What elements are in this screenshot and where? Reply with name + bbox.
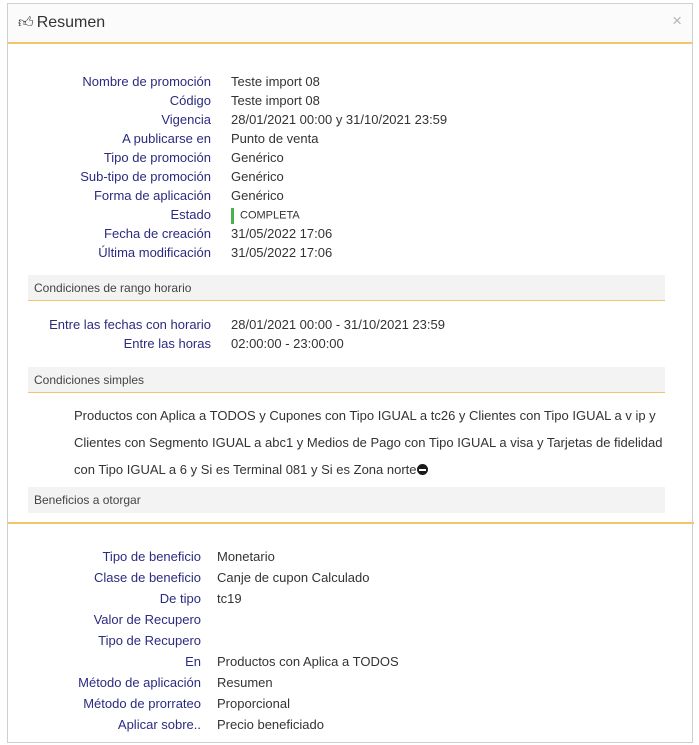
benefit-row — [8, 716, 694, 734]
time-range-value: 02:00:00 - 23:00:00 — [231, 336, 344, 351]
modal-title-text: Resumen — [36, 14, 106, 31]
benefit-label: Método de prorrateo — [83, 696, 201, 711]
thumbs-up-icon: 👍︎ — [18, 14, 34, 31]
section-time-range: Condiciones de rango horario — [28, 275, 665, 301]
summary-row — [8, 225, 694, 243]
summary-label: Última modificación — [98, 245, 211, 260]
summary-row — [8, 206, 694, 224]
time-range-value: 28/01/2021 00:00 - 31/10/2021 23:59 — [231, 317, 445, 332]
benefit-value: Proporcional — [217, 696, 290, 711]
benefit-label: En — [185, 654, 201, 669]
section-benefits: Beneficios a otorgar — [28, 487, 665, 513]
benefit-row — [8, 611, 694, 629]
time-range-row — [8, 335, 694, 353]
summary-value: Punto de venta — [231, 131, 319, 146]
benefit-value: Precio beneficiado — [217, 717, 324, 732]
summary-label: Sub-tipo de promoción — [80, 169, 211, 184]
summary-row — [8, 92, 694, 110]
summary-value: Genérico — [231, 188, 284, 203]
summary-value: Teste import 08 — [231, 93, 320, 108]
summary-label: Fecha de creación — [104, 226, 211, 241]
time-range-label: Entre las horas — [123, 336, 211, 351]
time-range-label: Entre las fechas con horario — [49, 317, 211, 332]
summary-label: Código — [169, 93, 211, 108]
benefit-label: Método de aplicación — [78, 675, 201, 690]
summary-value: Teste import 08 — [231, 74, 320, 89]
summary-row — [8, 130, 694, 148]
benefit-row — [8, 632, 694, 650]
summary-row — [8, 73, 694, 91]
status-text: COMPLETA — [240, 209, 300, 222]
close-icon[interactable]: × — [672, 11, 682, 30]
summary-row — [8, 244, 694, 262]
summary-row — [8, 149, 694, 167]
benefit-row — [8, 569, 694, 587]
summary-row — [8, 168, 694, 186]
summary-label: Forma de aplicación — [93, 188, 211, 203]
benefit-value: Resumen — [217, 675, 273, 690]
benefit-row — [8, 590, 694, 608]
summary-label: Estado — [170, 207, 211, 222]
simple-conditions-text — [74, 402, 674, 483]
benefit-row — [8, 674, 694, 692]
summary-row — [8, 111, 694, 129]
section-divider — [8, 522, 694, 524]
summary-value: 28/01/2021 00:00 y 31/10/2021 23:59 — [231, 112, 448, 127]
benefit-label: Tipo de beneficio — [102, 549, 201, 564]
summary-modal — [7, 3, 693, 743]
section-simple-conditions: Condiciones simples — [28, 367, 665, 393]
benefit-label: Tipo de Recupero — [98, 633, 201, 648]
summary-value: Genérico — [231, 169, 284, 184]
benefit-value: tc19 — [217, 591, 242, 606]
summary-label: A publicarse en — [122, 131, 211, 146]
time-range-row — [8, 316, 694, 334]
summary-label: Nombre de promoción — [82, 74, 211, 89]
remove-circle-icon[interactable] — [417, 464, 428, 475]
summary-label: Vigencia — [161, 112, 211, 127]
benefit-value: Canje de cupon Calculado — [217, 570, 370, 585]
benefit-row — [8, 653, 694, 671]
modal-title — [18, 14, 105, 32]
summary-value: 31/05/2022 17:06 — [231, 226, 333, 241]
benefit-row — [8, 548, 694, 566]
benefit-value: Monetario — [217, 549, 275, 564]
status-badge — [231, 206, 300, 225]
summary-label: Tipo de promoción — [103, 150, 211, 165]
benefit-label: Valor de Recupero — [93, 612, 201, 627]
summary-value: Genérico — [231, 150, 284, 165]
summary-row — [8, 187, 694, 205]
modal-header — [8, 4, 692, 44]
benefit-value: Productos con Aplica a TODOS — [217, 654, 399, 669]
simple-conditions-value: Productos con Aplica a TODOS y Cupones con Tipo IGUAL a tc26 y Clientes con Tipo IGUAL a v ip y Clientes con Segmento IGUAL a abc1 y Medios de Pago con Tipo IGUAL a visa y Tarjetas de fidelidad con Tipo IGUAL a 6 y Si es Terminal 081 y Si es Zona norte — [74, 408, 663, 477]
benefit-label: Aplicar sobre.. — [117, 717, 201, 732]
benefit-label: Clase de beneficio — [94, 570, 201, 585]
status-indicator — [231, 208, 234, 224]
benefit-row — [8, 695, 694, 713]
benefit-label: De tipo — [159, 591, 201, 606]
summary-value: 31/05/2022 17:06 — [231, 245, 333, 260]
